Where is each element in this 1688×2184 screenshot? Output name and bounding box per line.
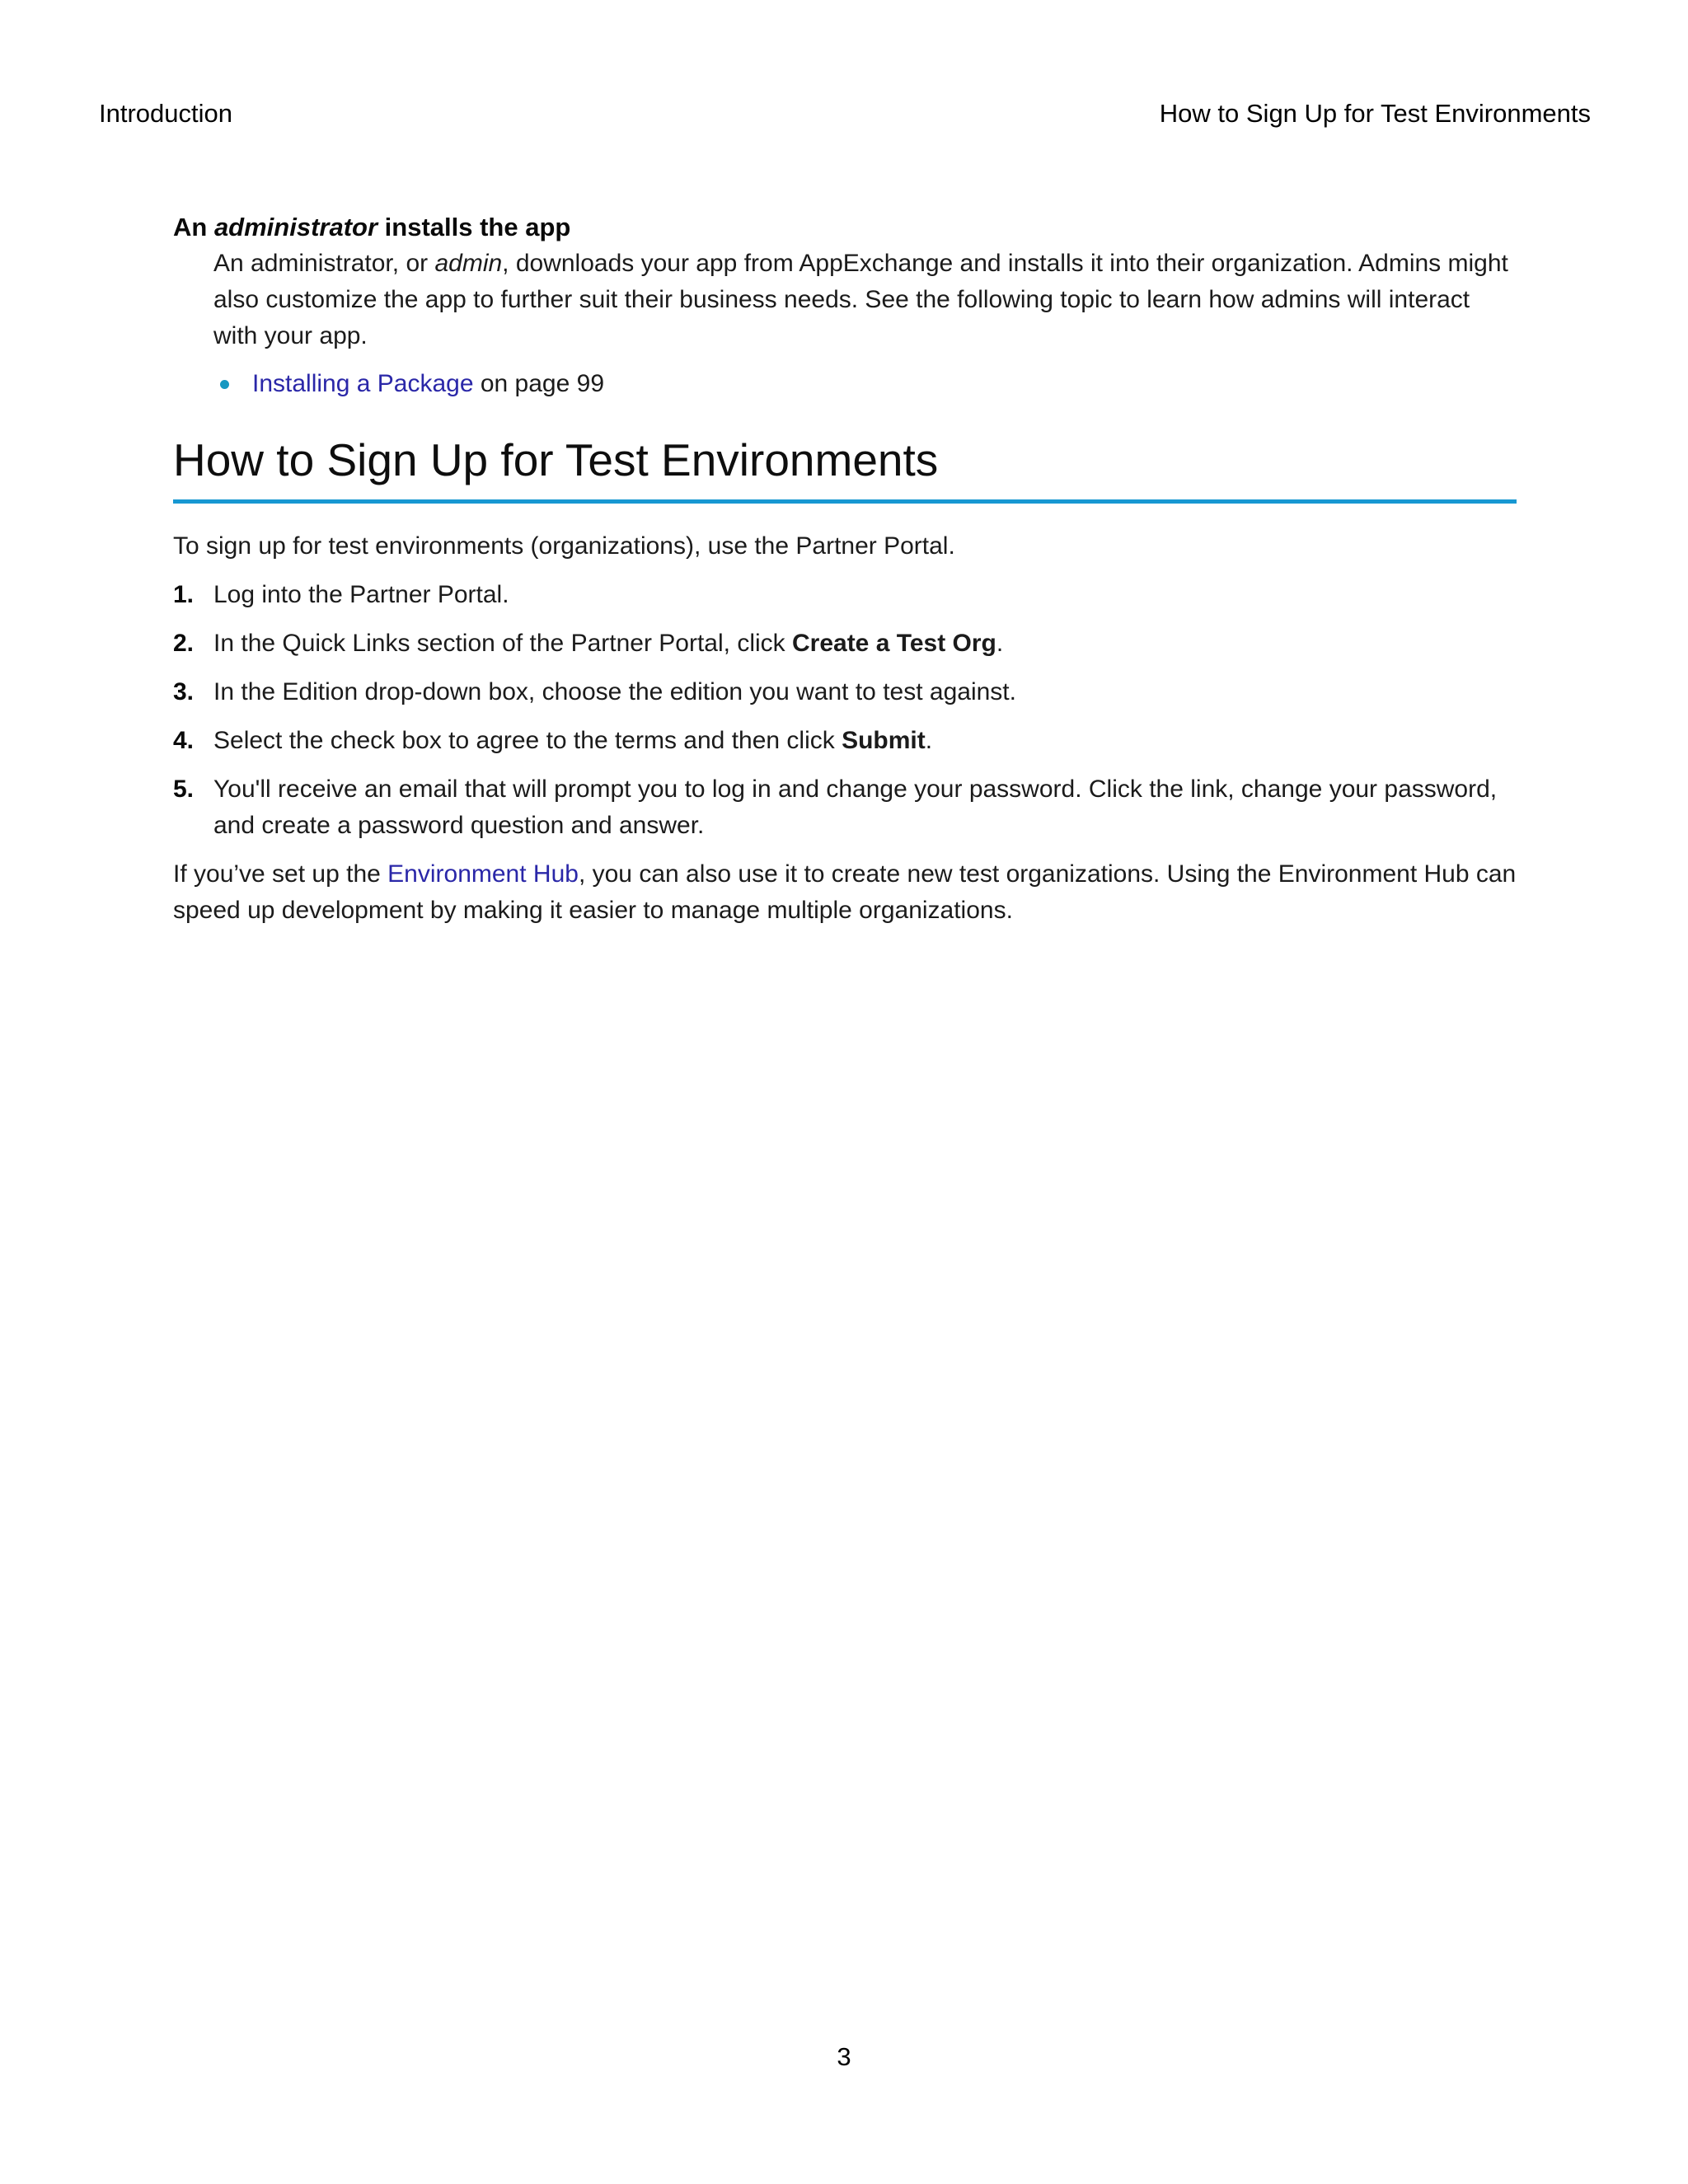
list-item xyxy=(213,366,1517,402)
term-prefix: An xyxy=(173,213,214,241)
steps-list xyxy=(173,577,1517,844)
term-emphasis: administrator xyxy=(213,213,378,241)
closing-text-1: If you’ve set up the xyxy=(173,860,388,888)
step-number: 3. xyxy=(173,678,195,705)
closing-text-2: , you can also use it to create new test organizations. Using the Environment Hub can speed up development by making it easier to manage multiple organizations. xyxy=(173,860,1517,924)
ui-label-submit: Submit xyxy=(842,727,926,754)
step-item xyxy=(173,626,1517,662)
step-number: 1. xyxy=(173,581,195,608)
section-title: How to Sign Up for Test Environments xyxy=(173,430,1517,504)
section-intro: To sign up for test environments (organizations), use the Partner Portal. xyxy=(173,532,955,560)
step-item xyxy=(173,577,1517,613)
step-item xyxy=(173,674,1517,710)
definition-term xyxy=(173,209,1517,246)
definition-body xyxy=(213,246,1517,402)
header-chapter: Introduction xyxy=(99,99,232,128)
environment-hub-link[interactable]: Environment Hub xyxy=(387,860,579,888)
step-item xyxy=(173,723,1517,759)
step-number: 4. xyxy=(173,727,195,754)
step-item xyxy=(173,771,1517,844)
term-suffix: installs the app xyxy=(377,213,571,241)
body-text-1: An administrator, or xyxy=(213,250,435,277)
step-number: 2. xyxy=(173,630,195,657)
page-number: 3 xyxy=(837,2042,851,2071)
ui-label-create-test-org: Create a Test Org xyxy=(791,630,996,657)
step-text-end: . xyxy=(996,630,1004,657)
page-content xyxy=(173,209,1517,929)
related-topics-list xyxy=(213,366,1517,402)
step-text-end: . xyxy=(925,727,933,754)
step-text: Log into the Partner Portal. xyxy=(213,581,509,608)
body-text-2: , downloads your app from AppExchange and installs it into their organization. Admins might also customize the app to further suit their business needs. See the following topic to learn how admins will interact with your app. xyxy=(213,250,1508,349)
step-text: In the Edition drop-down box, choose the edition you want to test against. xyxy=(213,678,1016,705)
body-emphasis: admin xyxy=(434,250,503,277)
bullet-icon xyxy=(220,380,229,389)
header-section: How to Sign Up for Test Environments xyxy=(1159,99,1591,128)
step-text: You'll receive an email that will prompt you to log in and change your password. Click the link, change your password, and create a password question and answer. xyxy=(213,776,1498,839)
page-reference: on page 99 xyxy=(473,370,604,397)
installing-package-link[interactable]: Installing a Package xyxy=(252,370,474,397)
running-header xyxy=(99,97,1591,130)
step-number: 5. xyxy=(173,776,195,803)
definition-paragraph xyxy=(213,246,1517,354)
step-text: Select the check box to agree to the terms and then click xyxy=(213,727,842,754)
step-text: In the Quick Links section of the Partner Portal, click xyxy=(213,630,792,657)
admin-definition xyxy=(173,209,1517,402)
closing-paragraph xyxy=(173,856,1517,929)
